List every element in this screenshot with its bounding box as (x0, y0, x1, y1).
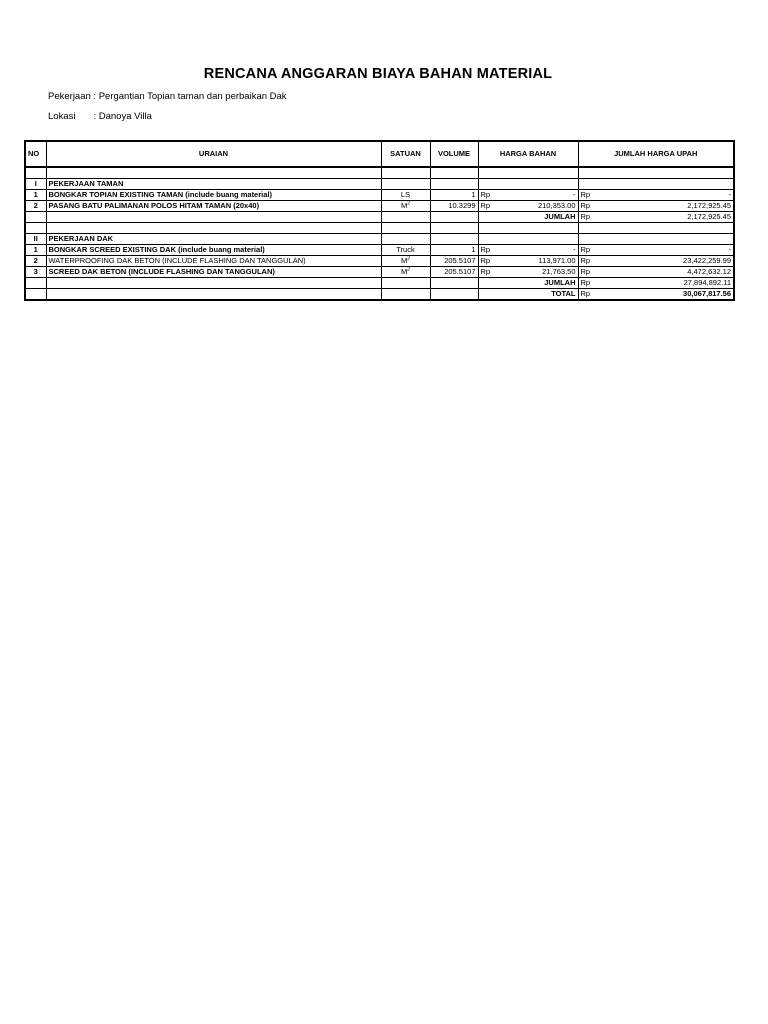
satuan-exponent: 2 (407, 200, 411, 207)
header-no: NO (25, 141, 46, 167)
row-satuan (381, 256, 430, 267)
spacer-row (25, 223, 734, 234)
row-satuan (381, 201, 430, 212)
header-harga-bahan: HARGA BAHAN (478, 141, 578, 167)
table-row (25, 267, 734, 278)
row-jumlah: - (600, 245, 734, 256)
budget-table (24, 140, 735, 301)
section-title: PEKERJAAN TAMAN (46, 179, 381, 190)
row-uraian: WATERPROOFING DAK BETON (INCLUDE FLASHING DAN TANGGULAN) (46, 256, 381, 267)
currency-label: Rp (578, 256, 600, 267)
table-row (25, 245, 734, 256)
subtotal-label: JUMLAH (478, 278, 578, 289)
row-harga: 21,763.50 (500, 267, 578, 278)
subtotal-row (25, 212, 734, 223)
row-volume: 10.3299 (430, 201, 478, 212)
currency-label: Rp (478, 245, 500, 256)
table-header-row (25, 141, 734, 167)
header-jumlah-harga-upah: JUMLAH HARGA UPAH (578, 141, 734, 167)
row-satuan (381, 267, 430, 278)
row-volume: 1 (430, 190, 478, 201)
satuan-unit: M (400, 256, 408, 265)
header-volume: VOLUME (430, 141, 478, 167)
header-uraian: URAIAN (46, 141, 381, 167)
total-label: TOTAL (478, 289, 578, 301)
section-row (25, 234, 734, 245)
row-satuan: LS (381, 190, 430, 201)
row-volume: 205.5107 (430, 256, 478, 267)
section-row (25, 179, 734, 190)
row-jumlah: 2,172,925.45 (600, 201, 734, 212)
currency-label: Rp (578, 278, 600, 289)
currency-label: Rp (578, 245, 600, 256)
location-line (48, 111, 152, 122)
total-value: 30,067,817.56 (600, 289, 734, 301)
document-title: RENCANA ANGGARAN BIAYA BAHAN MATERIAL (203, 66, 553, 82)
section-number: II (25, 234, 46, 245)
location-value: : Danoya Villa (93, 111, 152, 122)
satuan-exponent: 2 (407, 255, 411, 262)
row-jumlah: - (600, 190, 734, 201)
row-uraian: SCREED DAK BETON (INCLUDE FLASHING DAN TANGGULAN) (46, 267, 381, 278)
row-jumlah: 4,472,632.12 (600, 267, 734, 278)
currency-label: Rp (578, 289, 600, 301)
row-uraian: BONGKAR TOPIAN EXISTING TAMAN (include buang material) (46, 190, 381, 201)
job-description: Pekerjaan : Pergantian Topian taman dan perbaikan Dak (48, 91, 287, 102)
subtotal-value: 27,894,892.11 (600, 278, 734, 289)
row-jumlah: 23,422,259.99 (600, 256, 734, 267)
row-no: 3 (25, 267, 46, 278)
header-satuan: SATUAN (381, 141, 430, 167)
row-no: 2 (25, 256, 46, 267)
subtotal-row (25, 278, 734, 289)
satuan-unit: M (400, 267, 408, 276)
satuan-unit: M (400, 201, 408, 210)
location-label: Lokasi (48, 111, 76, 122)
row-no: 1 (25, 190, 46, 201)
row-satuan: Truck (381, 245, 430, 256)
total-row (25, 289, 734, 301)
section-title: PEKERJAAN DAK (46, 234, 381, 245)
satuan-exponent: 2 (407, 266, 411, 273)
row-no: 1 (25, 245, 46, 256)
subtotal-value: 2,172,925.45 (600, 212, 734, 223)
row-volume: 1 (430, 245, 478, 256)
currency-label: Rp (578, 190, 600, 201)
currency-label: Rp (578, 201, 600, 212)
currency-label: Rp (478, 201, 500, 212)
row-uraian: BONGKAR SCREED EXISTING DAK (include buang material) (46, 245, 381, 256)
row-harga: - (500, 190, 578, 201)
row-harga: 113,971.00 (500, 256, 578, 267)
row-harga: - (500, 245, 578, 256)
row-no: 2 (25, 201, 46, 212)
table-row (25, 256, 734, 267)
currency-label: Rp (478, 190, 500, 201)
row-volume: 205.5107 (430, 267, 478, 278)
currency-label: Rp (578, 212, 600, 223)
section-number: I (25, 179, 46, 190)
currency-label: Rp (478, 256, 500, 267)
subtotal-label: JUMLAH (478, 212, 578, 223)
currency-label: Rp (478, 267, 500, 278)
table-row (25, 190, 734, 201)
spacer-row (25, 167, 734, 179)
row-harga: 210,353.00 (500, 201, 578, 212)
table-row (25, 201, 734, 212)
row-uraian: PASANG BATU PALIMANAN POLOS HITAM TAMAN (20x40) (46, 201, 381, 212)
currency-label: Rp (578, 267, 600, 278)
